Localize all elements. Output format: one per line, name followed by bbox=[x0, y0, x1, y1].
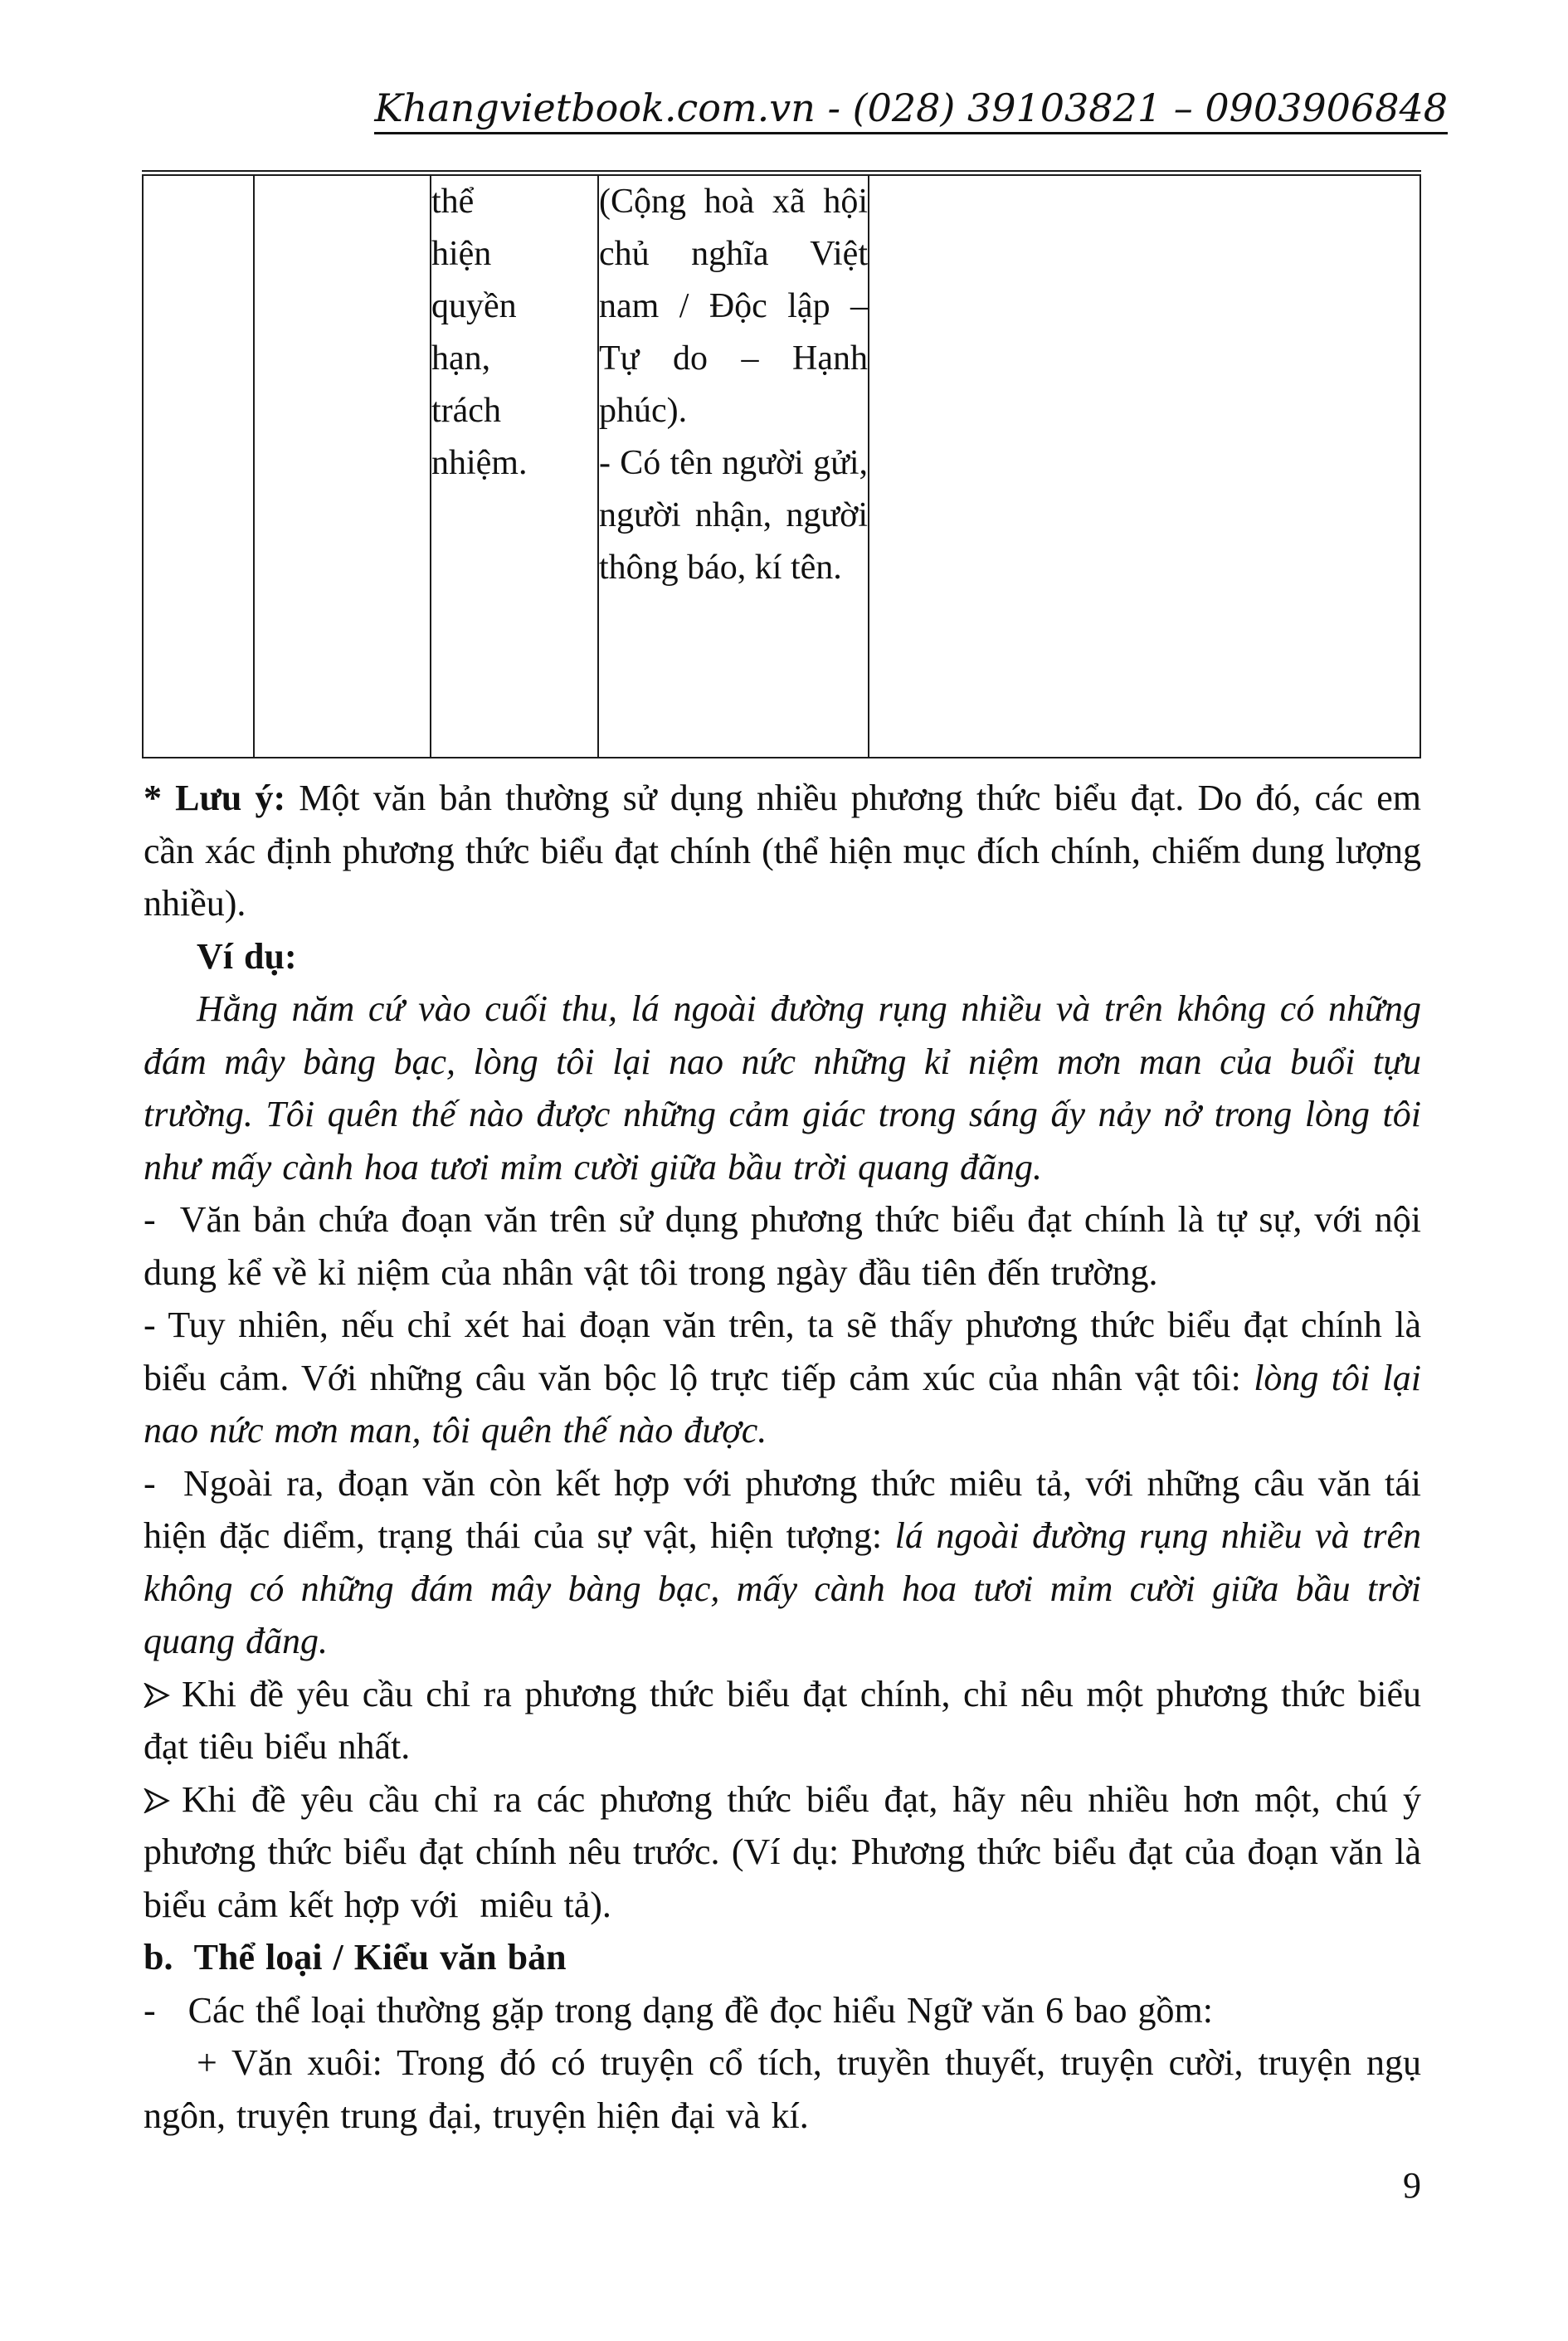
tip-text: Khi đề yêu cầu chỉ ra các phương thức biểu đạt, hãy nêu nhiều hơn một, chú ý phương thức biểu đạt chính nêu trước. (Ví dụ: Phương thức biểu đạt của đoạn văn là biểu cảm kết hợp với miêu tả). bbox=[144, 1778, 1421, 1925]
page-number: 9 bbox=[1403, 2165, 1421, 2206]
table-cell-purpose bbox=[431, 175, 598, 758]
cell-paragraph: - Có tên người gửi, người nhận, người thông báo, kí tên. bbox=[599, 444, 868, 587]
analysis-mieuta-text: - Ngoài ra, đoạn văn còn kết hợp với phương thức miêu tả, với những câu văn tái hiện đặc diểm, trạng thái của sự vật, hiện tượng: bbox=[144, 1462, 1421, 1556]
page-header bbox=[374, 86, 1448, 134]
example-heading bbox=[144, 930, 1421, 983]
cell-line: trách bbox=[431, 392, 501, 430]
tip-item-2 bbox=[144, 1773, 1421, 1932]
analysis-bieucam-quote: lòng tôi lại nao nức mơn man, tôi quên thế nào được. bbox=[144, 1357, 1422, 1451]
section-heading-b: b. Thể loại / Kiểu văn bản bbox=[144, 1937, 567, 1978]
example-label: Ví dụ: bbox=[197, 935, 297, 977]
analysis-bieucam-text: - Tuy nhiên, nếu chỉ xét hai đoạn văn trên, ta sẽ thấy phương thức biểu đạt chính là biểu cảm. Với những câu văn bộc lộ trực tiếp cảm xúc của nhân vật tôi: bbox=[144, 1305, 1421, 1398]
continued-table bbox=[142, 174, 1421, 758]
analysis-bieucam bbox=[144, 1299, 1421, 1457]
table-cell-signs bbox=[598, 175, 869, 758]
arrow-bullet-icon bbox=[144, 1683, 170, 1708]
table-cell-empty-2 bbox=[254, 175, 431, 758]
genre-prose: + Văn xuôi: Trong đó có truyện cổ tích, truyền thuyết, truyện cười, truyện ngụ ngôn, truyện trung đại, truyện hiện đại và kí. bbox=[144, 2042, 1421, 2136]
cell-line: hạn, bbox=[431, 339, 491, 378]
tip-text: Khi đề yêu cầu chỉ ra phương thức biểu đạt chính, chỉ nêu một phương thức biểu đạt tiêu biểu nhất. bbox=[144, 1673, 1421, 1767]
table-row bbox=[143, 175, 1420, 758]
table-cell-empty-3 bbox=[869, 175, 1420, 758]
cell-paragraph: (Cộng hoà xã hội chủ nghĩa Việt nam / Độc lập – Tự do – Hạnh phúc). bbox=[599, 183, 868, 430]
note-text: Một văn bản thường sử dụng nhiều phương thức biểu đạt. Do đó, các em cần xác định phương thức biểu đạt chính (thể hiện mục đích chính, chiếm dung lượng nhiều). bbox=[144, 778, 1422, 924]
continued-table-wrap bbox=[142, 170, 1421, 758]
cell-line: quyền bbox=[431, 287, 517, 325]
note-label: * Lưu ý: bbox=[144, 778, 286, 818]
arrow-bullet-icon bbox=[144, 1788, 170, 1813]
body-text bbox=[144, 772, 1421, 2142]
cell-line: thể bbox=[431, 183, 475, 221]
tip-item-1 bbox=[144, 1668, 1421, 1773]
header-contact-line: Khangvietbook.com.vn - (028) 39103821 – 0903906848 bbox=[374, 85, 1448, 130]
cell-line: nhiệm. bbox=[431, 444, 528, 482]
note-paragraph bbox=[144, 772, 1421, 930]
genres-intro: - Các thể loại thường gặp trong dạng đề đọc hiểu Ngữ văn 6 bao gồm: bbox=[144, 1989, 1214, 2031]
analysis-mieuta bbox=[144, 1457, 1421, 1668]
analysis-tusu: - Văn bản chứa đoạn văn trên sử dụng phương thức biểu đạt chính là tự sự, với nội dung kể về kỉ niệm của nhân vật tôi trong ngày đầu tiên đến trường. bbox=[144, 1199, 1421, 1293]
cell-line: hiện bbox=[431, 235, 492, 273]
quote-paragraph: Hằng năm cứ vào cuối thu, lá ngoài đường rụng nhiều và trên không có những đám mây bàng bạc, lòng tôi lại nao nức những kỉ niệm mơn man của buổi tựu trường. Tôi quên thế nào được những cảm giác trong sáng ấy nảy nở trong lòng tôi như mấy cành hoa tươi mỉm cười giữa bầu trời quang đãng. bbox=[144, 988, 1421, 1188]
table-cell-empty-1 bbox=[143, 175, 254, 758]
analysis-mieuta-quote: lá ngoài đường rụng nhiều và trên không có những đám mây bàng bạc, mấy cành hoa tươi mỉm cười giữa bầu trời quang đãng. bbox=[144, 1515, 1421, 1661]
